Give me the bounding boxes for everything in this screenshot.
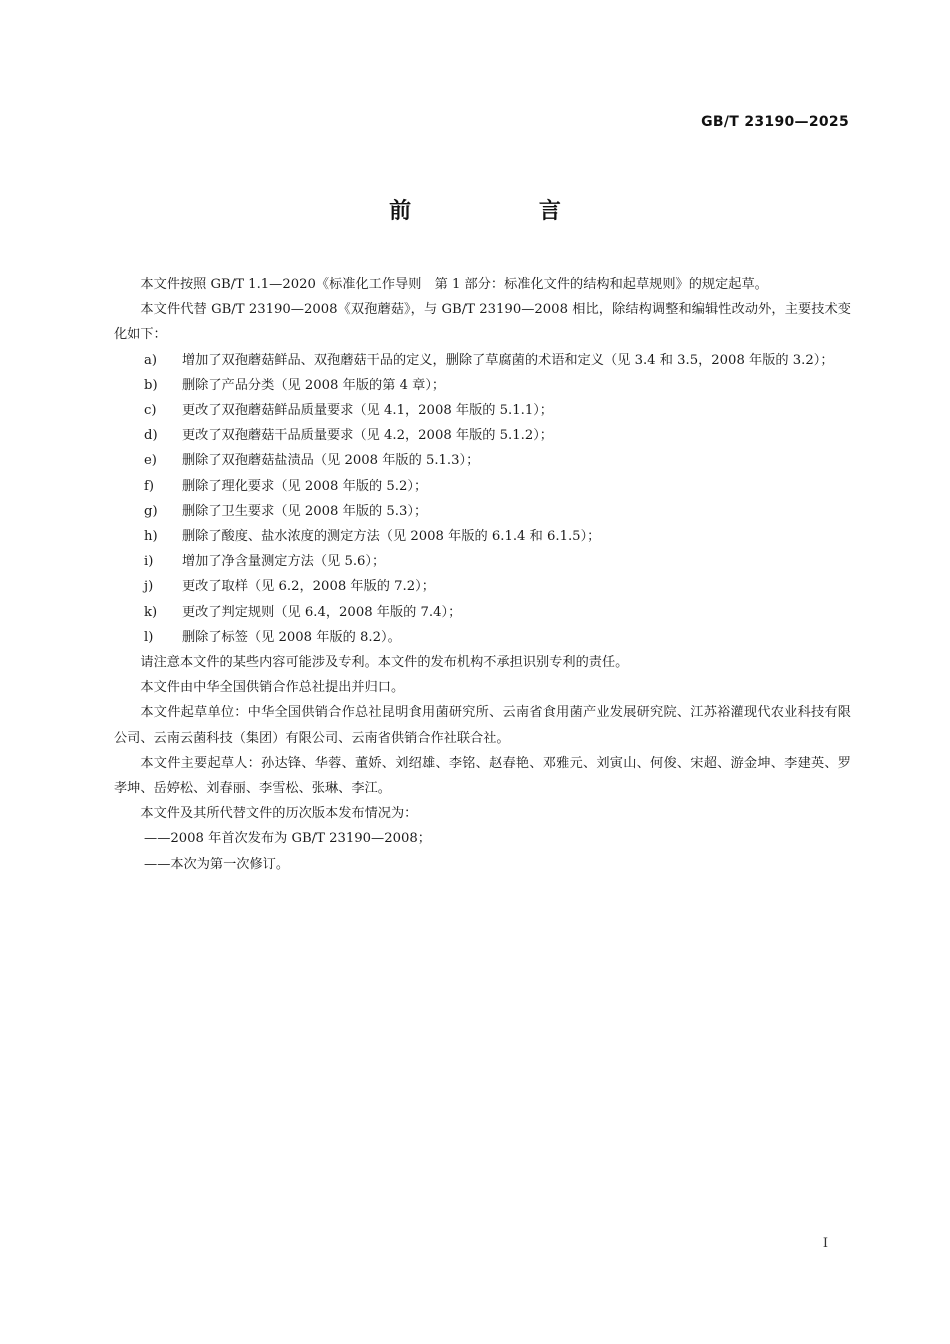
list-marker: k) bbox=[144, 604, 158, 620]
list-item bbox=[114, 574, 851, 599]
history-item: ——2008 年首次发布为 GB/T 23190—2008； bbox=[144, 831, 431, 847]
list-marker: l) bbox=[144, 629, 154, 645]
list-marker: c) bbox=[144, 403, 157, 419]
list-item bbox=[114, 373, 851, 398]
page-title: 前 言 bbox=[389, 199, 621, 224]
list-text: 增加了净含量测定方法（见 5.6）； bbox=[182, 554, 386, 570]
list-marker: j) bbox=[144, 579, 154, 595]
page-number: I bbox=[822, 1236, 828, 1251]
paragraph-replacement: 本文件代替 GB/T 23190—2008《双孢蘑菇》，与 GB/T 23190—2008 相比，除结构调整和编辑性改动外，主要技术变化如下： bbox=[114, 302, 851, 343]
list-text: 删除了标签（见 2008 年版的 8.2）。 bbox=[182, 629, 401, 645]
list-marker: g) bbox=[144, 503, 158, 519]
list-item bbox=[114, 474, 851, 499]
list-item bbox=[114, 524, 851, 549]
paragraph-history-intro: 本文件及其所代替文件的历次版本发布情况为： bbox=[140, 806, 418, 822]
list-item bbox=[114, 499, 851, 524]
list-text: 更改了双孢蘑菇干品质量要求（见 4.2，2008 年版的 5.1.2）； bbox=[182, 428, 553, 444]
list-marker: b) bbox=[144, 377, 158, 393]
document-body bbox=[114, 272, 851, 877]
history-item: ——本次为第一次修订。 bbox=[144, 856, 290, 872]
list-marker: d) bbox=[144, 428, 158, 444]
standard-number: GB/T 23190—2025 bbox=[701, 114, 849, 130]
paragraph-drafters: 本文件主要起草人：孙达锋、华蓉、董娇、刘绍雄、李铭、赵春艳、邓雅元、刘寅山、何俊、宋超、游金坤、李建英、罗孝坤、岳婷松、刘春丽、李雪松、张琳、李江。 bbox=[114, 755, 851, 797]
paragraph-drafting-rules: 本文件按照 GB/T 1.1—2020《标准化工作导则 第 1 部分：标准化文件的结构和起草规则》的规定起草。 bbox=[140, 277, 768, 292]
paragraph-patent-notice: 请注意本文件的某些内容可能涉及专利。本文件的发布机构不承担识别专利的责任。 bbox=[140, 655, 629, 671]
list-item bbox=[114, 398, 851, 423]
list-text: 删除了理化要求（见 2008 年版的 5.2）； bbox=[182, 478, 428, 494]
list-text: 删除了产品分类（见 2008 年版的第 4 章）； bbox=[182, 377, 446, 393]
paragraph-drafting-units: 本文件起草单位：中华全国供销合作总社昆明食用菌研究所、云南省食用菌产业发展研究院、江苏裕灌现代农业科技有限公司、云南云菌科技（集团）有限公司、云南省供销合作社联合社。 bbox=[114, 705, 851, 746]
list-item bbox=[114, 348, 851, 373]
list-text: 删除了卫生要求（见 2008 年版的 5.3）； bbox=[182, 503, 428, 519]
list-item bbox=[114, 423, 851, 448]
list-marker: a) bbox=[144, 352, 158, 368]
list-item bbox=[114, 549, 851, 574]
list-text: 删除了双孢蘑菇盐渍品（见 2008 年版的 5.1.3）； bbox=[182, 453, 480, 469]
list-text: 更改了取样（见 6.2，2008 年版的 7.2）； bbox=[182, 579, 435, 595]
list-marker: e) bbox=[144, 453, 157, 469]
list-text: 更改了判定规则（见 6.4，2008 年版的 7.4）； bbox=[182, 604, 462, 620]
paragraph-proposer: 本文件由中华全国供销合作总社提出并归口。 bbox=[140, 680, 405, 696]
list-text: 增加了双孢蘑菇鲜品、双孢蘑菇干品的定义，删除了草腐菌的术语和定义（见 3.4 和 3.5，2008 年版的 3.2）； bbox=[182, 352, 834, 368]
list-item bbox=[114, 448, 851, 473]
list-item bbox=[114, 600, 851, 625]
list-item bbox=[114, 625, 851, 650]
list-marker: f) bbox=[144, 478, 155, 494]
list-marker: h) bbox=[144, 529, 158, 545]
list-text: 删除了酸度、盐水浓度的测定方法（见 2008 年版的 6.1.4 和 6.1.5）； bbox=[182, 529, 601, 545]
list-marker: i) bbox=[144, 554, 154, 570]
list-text: 更改了双孢蘑菇鲜品质量要求（见 4.1，2008 年版的 5.1.1）； bbox=[182, 403, 553, 419]
